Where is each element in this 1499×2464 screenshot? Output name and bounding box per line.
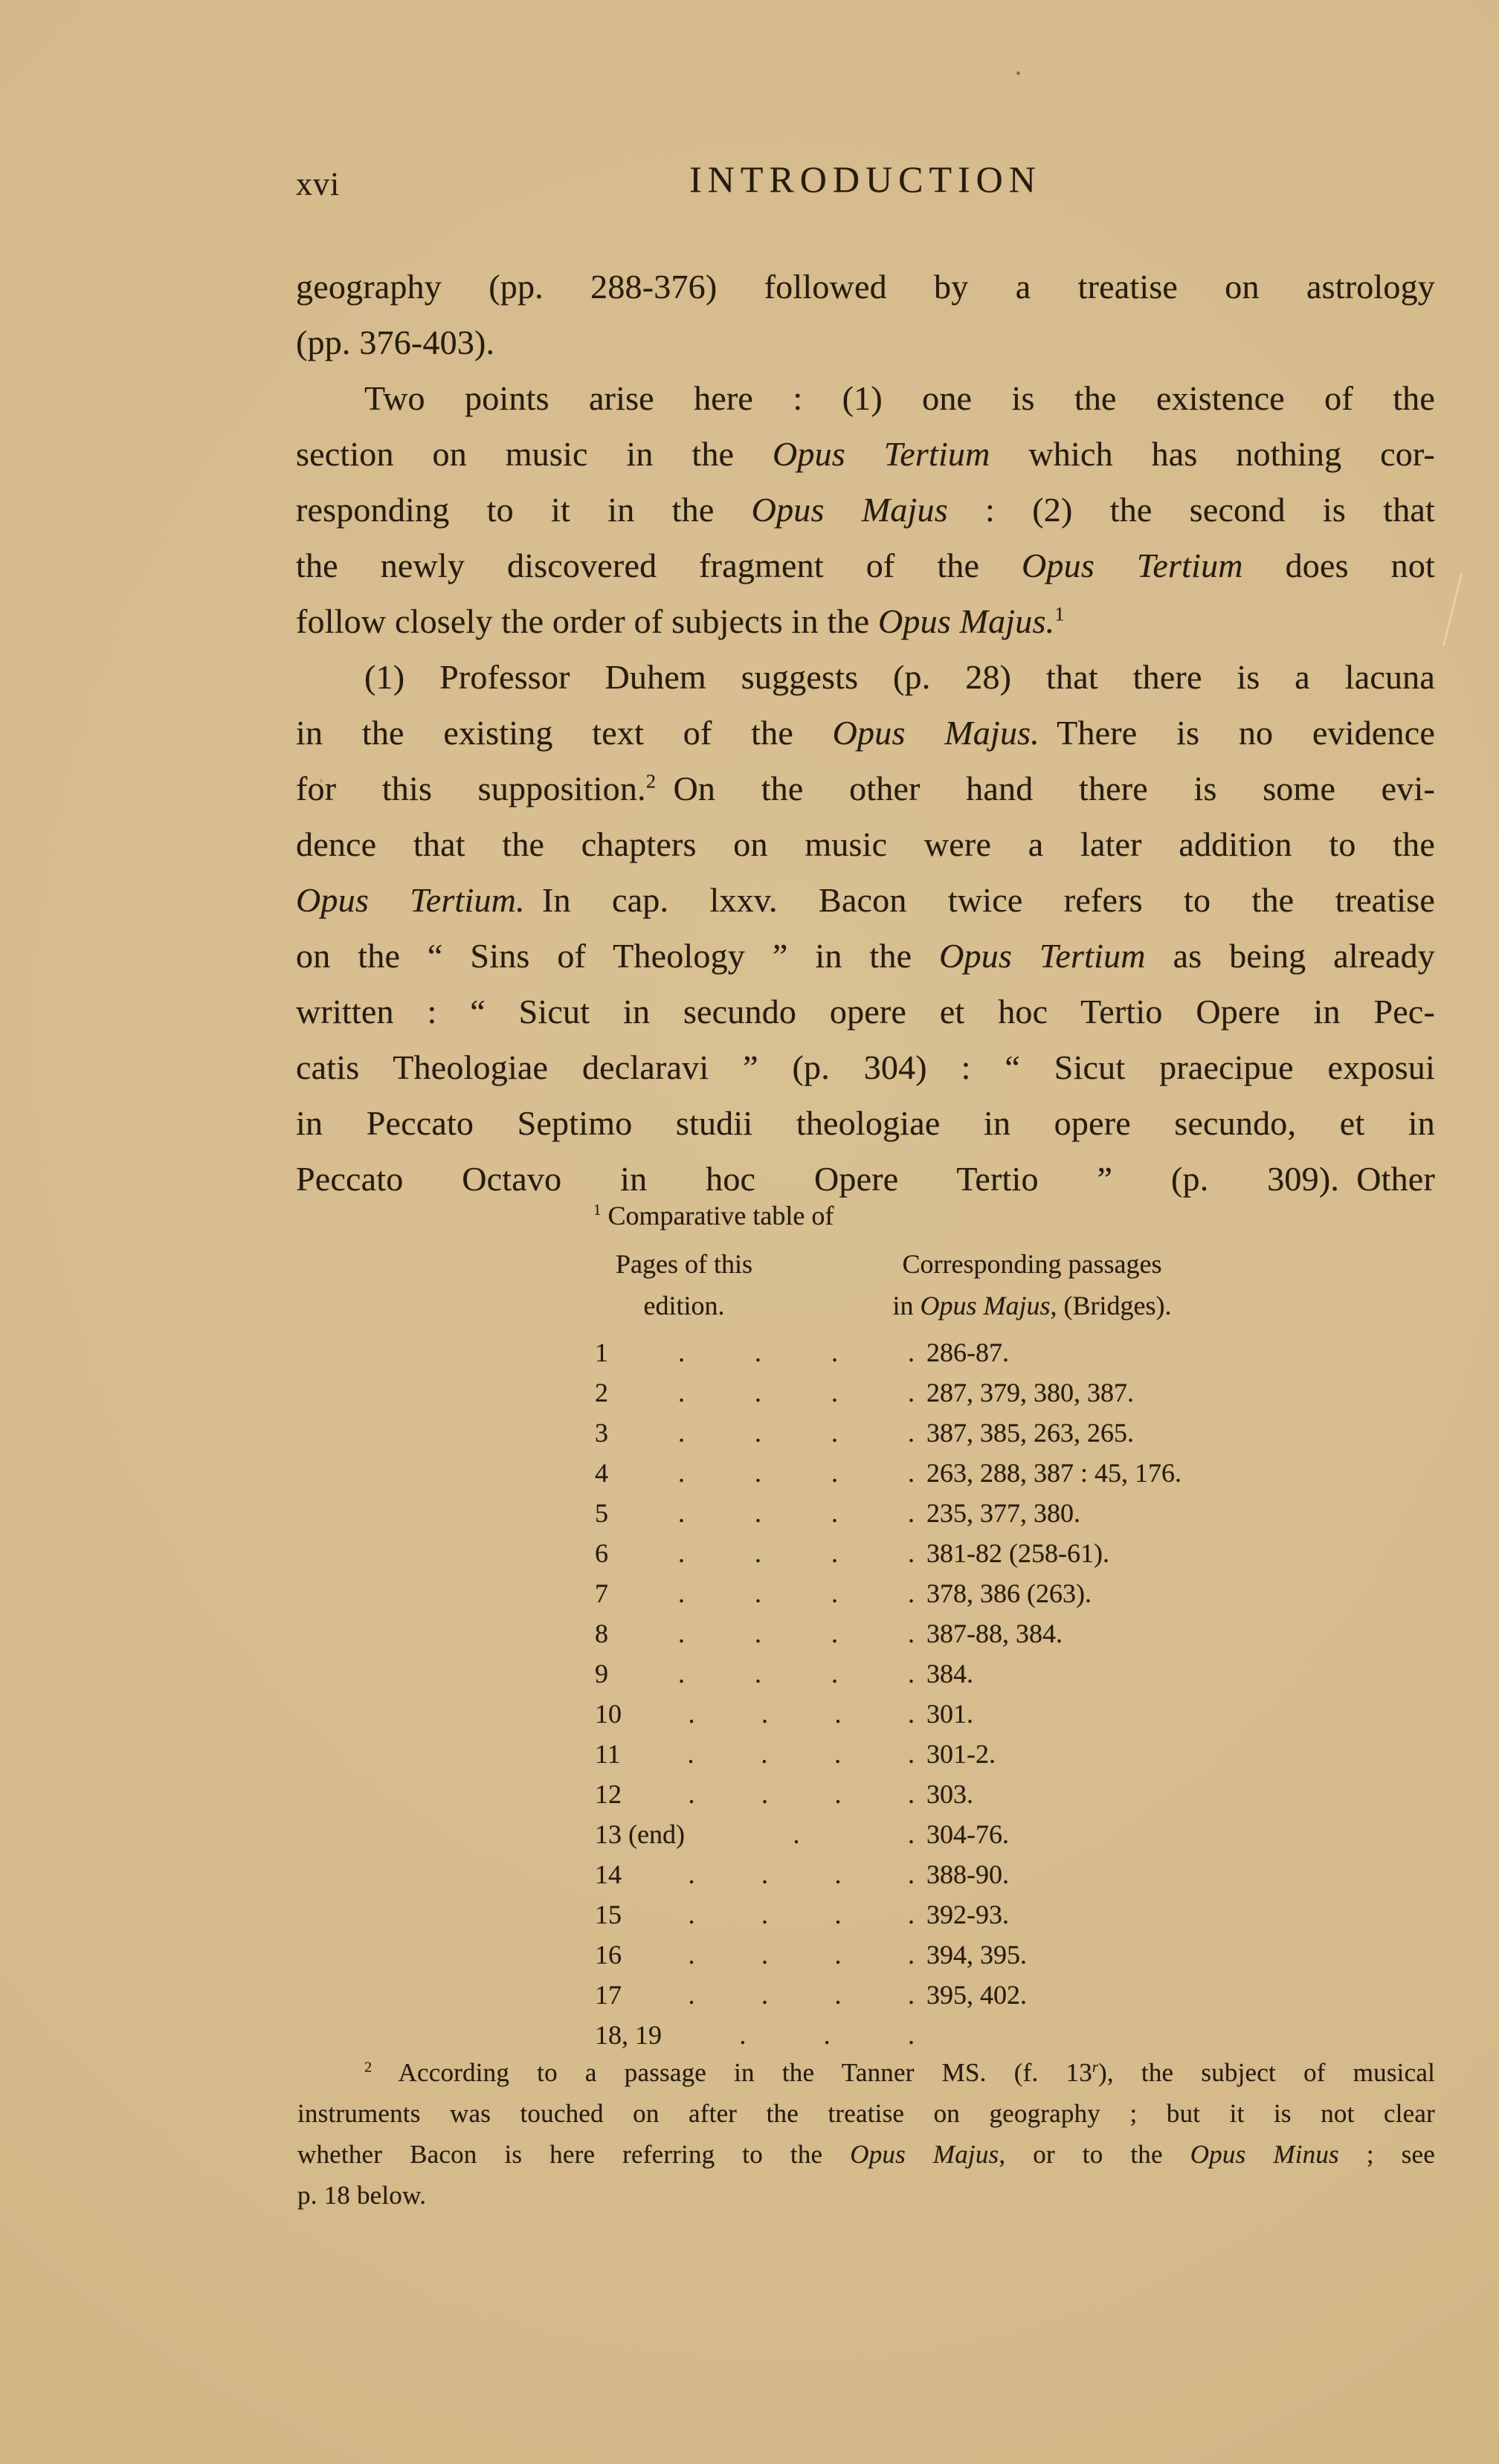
body-line (296, 1095, 1435, 1151)
leader-dot: . (688, 1860, 695, 1889)
leader-dot: . (834, 1860, 842, 1889)
footnote-table-col2-header (824, 1243, 1240, 1326)
body-text (296, 259, 1435, 1207)
row-leader (595, 1573, 926, 1613)
leader-dot: . (834, 1940, 842, 1970)
text-run: According to a passage in the Tanner MS. (f. 13 (372, 2058, 1092, 2087)
italic-text: Opus Tertium (1022, 546, 1243, 584)
leader-dot: . (908, 1659, 915, 1689)
page-header (296, 158, 1435, 210)
body-line (296, 816, 1435, 872)
row-passages: 395, 402. (926, 1980, 1027, 2010)
footnote-table-row (595, 1935, 1160, 1975)
leader-dot: . (907, 2020, 915, 2050)
row-leader (595, 1894, 926, 1935)
italic-text: Opus Minus (1190, 2140, 1339, 2169)
leader-dot: . (761, 1940, 768, 1970)
leader-dot: . (678, 1619, 685, 1648)
leader-dot: . (678, 1338, 685, 1367)
scan-scratch (1442, 573, 1463, 646)
leader-dot: . (755, 1458, 761, 1488)
row-passages: 381-82 (258-61). (926, 1538, 1109, 1568)
footnote-line (297, 2093, 1435, 2134)
body-line (296, 761, 1435, 816)
leader-dot: . (908, 1980, 915, 2010)
row-passages: 303. (926, 1779, 973, 1809)
row-page: 12 (595, 1779, 622, 1809)
footnote-line (297, 2134, 1435, 2175)
footnote-line (297, 2175, 1435, 2216)
leader-dot: . (908, 1378, 915, 1407)
leader-dot: . (908, 1619, 915, 1648)
leader-dot: . (831, 1458, 838, 1488)
leader-dot: . (678, 1458, 685, 1488)
footnote-table-rows (595, 1332, 1182, 2055)
leader-dot: . (834, 1699, 842, 1729)
leader-dot: . (755, 1619, 761, 1648)
footnote-table-row (595, 1894, 1160, 1935)
italic-text: Opus Tertium (939, 937, 1146, 975)
row-leader (595, 1533, 926, 1573)
body-line (296, 370, 1435, 426)
row-page: 15 (595, 1900, 622, 1929)
body-line (296, 872, 1435, 928)
leader-dot: . (831, 1619, 838, 1648)
footnote-table-row (595, 1774, 1160, 1814)
leader-dot: . (678, 1498, 685, 1528)
footnote-table-row (595, 1694, 1160, 1734)
leader-dot: . (831, 1659, 838, 1689)
text-run: Comparative table of (601, 1201, 834, 1231)
row-leader (595, 1453, 926, 1493)
row-page: 10 (595, 1699, 622, 1729)
text-run: follow closely the order of subjects in the (296, 602, 878, 640)
footnote-1-intro (593, 1201, 834, 1231)
body-line (296, 593, 1435, 649)
leader-dot: . (678, 1378, 685, 1407)
footnote-table-row (595, 1573, 1160, 1613)
leader-dot: . (908, 1418, 915, 1448)
scan-speck (320, 779, 323, 782)
row-passages: 392-93. (926, 1900, 1009, 1929)
footnote-2 (297, 2052, 1435, 2216)
row-passages: 384. (926, 1659, 973, 1689)
body-line (296, 649, 1435, 705)
row-passages: 304-76. (926, 1819, 1009, 1849)
text-run: ; see (1338, 2140, 1435, 2169)
footnote-table-row (595, 1413, 1160, 1453)
body-line (296, 928, 1435, 984)
leader-dot: . (755, 1659, 761, 1689)
leader-dot: . (908, 1538, 915, 1568)
leader-dot: . (678, 1418, 685, 1448)
col1-header-line1: Pages of this (616, 1249, 752, 1279)
text-run: , or to the (999, 2140, 1190, 2169)
leader-dot: . (908, 1338, 915, 1367)
col1-header-line2: edition. (643, 1291, 725, 1320)
leader-dot: . (831, 1378, 838, 1407)
text-run: : (2) the second is that (947, 491, 1435, 529)
italic-text: Opus Majus (751, 491, 948, 529)
text-run: Peccato Octavo in hoc Opere Tertio ” (p. 309). Other (296, 1160, 1435, 1198)
row-leader (595, 1413, 926, 1453)
row-passages: 394, 395. (926, 1940, 1027, 1970)
leader-dot: . (761, 1699, 768, 1729)
leader-dot: . (908, 1779, 915, 1809)
row-leader (595, 1493, 926, 1533)
leader-dot: . (908, 1458, 915, 1488)
text-run: written : “ Sicut in secundo opere et hoc Tertio Opere in Pec- (296, 993, 1435, 1031)
leader-dot: . (678, 1538, 685, 1568)
row-leader (595, 1332, 926, 1373)
row-leader (595, 1854, 926, 1894)
row-page: 2 (595, 1378, 608, 1407)
row-leader (595, 1613, 926, 1654)
text-run: in Peccato Septimo studii theologiae in opere secundo, et in (296, 1104, 1435, 1142)
body-line (296, 1039, 1435, 1095)
leader-dot: . (834, 1779, 842, 1809)
row-leader (595, 1774, 926, 1814)
italic-text: Opus Majus (850, 2140, 999, 2169)
text-run: instruments was touched on after the treatise on geography ; but it is not clear (297, 2099, 1435, 2128)
leader-dot: . (907, 1739, 915, 1769)
row-page: 16 (595, 1940, 622, 1970)
row-page: 18, 19 (595, 2020, 662, 2050)
leader-dot: . (831, 1338, 838, 1367)
superscript: 2 (645, 770, 657, 793)
leader-dot: . (755, 1578, 761, 1608)
row-page: 4 (595, 1458, 608, 1488)
col2-header-line1: Corresponding passages (902, 1249, 1162, 1279)
leader-dot: . (908, 1860, 915, 1889)
leader-dot: . (687, 1739, 694, 1769)
text-run: ), the subject of musical (1098, 2058, 1436, 2087)
col2-header-line2 (824, 1285, 1240, 1326)
superscript: 2 (364, 2059, 373, 2076)
row-leader (595, 1734, 926, 1774)
leader-dot: . (831, 1418, 838, 1448)
row-leader (595, 1935, 926, 1975)
text-run: as being already (1145, 937, 1436, 975)
leader-dot: . (688, 1779, 695, 1809)
body-line (296, 984, 1435, 1039)
row-passages: 301. (926, 1699, 973, 1729)
text-run: p. 18 below. (297, 2181, 427, 2210)
row-page: 11 (595, 1739, 621, 1769)
footnote-table-row (595, 1533, 1160, 1573)
footnote-table-row (595, 1613, 1160, 1654)
row-page: 13 (end) (595, 1819, 685, 1849)
leader-dot: . (761, 1739, 768, 1769)
row-passages: 286-87. (926, 1338, 1009, 1367)
leader-dot: . (688, 1900, 695, 1929)
leader-dot: . (761, 1779, 768, 1809)
leader-dot: . (688, 1699, 695, 1729)
text-run: There is no evidence (1039, 714, 1435, 752)
leader-dot: . (908, 1578, 915, 1608)
body-line (296, 315, 1435, 370)
leader-dot: . (834, 1900, 842, 1929)
footnote-table-row (595, 1975, 1160, 2015)
body-line (296, 1151, 1435, 1207)
row-page: 7 (595, 1578, 608, 1608)
row-page: 3 (595, 1418, 608, 1448)
row-passages: 388-90. (926, 1860, 1009, 1889)
row-page: 5 (595, 1498, 608, 1528)
row-passages: 387, 385, 263, 265. (926, 1418, 1134, 1448)
leader-dot: . (688, 1980, 695, 2010)
text-run: responding to it in the (296, 491, 752, 529)
footnote-line (297, 2052, 1435, 2093)
superscript: r (1092, 2059, 1099, 2076)
row-page: 6 (595, 1538, 608, 1568)
text-run: On the other hand there is some evi- (656, 770, 1435, 807)
row-passages (926, 2015, 1160, 2055)
row-passages: 378, 386 (263). (926, 1578, 1092, 1608)
row-passages: 387-88, 384. (926, 1619, 1063, 1648)
row-leader (595, 2015, 926, 2055)
footnote-table-col1-header (573, 1243, 796, 1326)
row-page: 8 (595, 1619, 608, 1648)
italic-text: Opus Tertium. (296, 881, 525, 919)
leader-dot: . (908, 1900, 915, 1929)
page-title: INTRODUCTION (689, 158, 1042, 200)
row-leader (595, 1814, 926, 1854)
footnote-table-row (595, 1814, 1160, 1854)
italic-text: Opus Tertium (772, 435, 990, 473)
text-run: for this supposition. (296, 770, 646, 807)
leader-dot: . (739, 2020, 747, 2050)
footnote-table-row (595, 1493, 1160, 1533)
leader-dot: . (755, 1338, 761, 1367)
row-page: 9 (595, 1659, 608, 1689)
leader-dot: . (755, 1498, 761, 1528)
leader-dot: . (908, 1699, 915, 1729)
text-run: geography (pp. 288-376) followed by a treatise on astrology (296, 268, 1435, 306)
superscript: 1 (1054, 602, 1065, 625)
leader-dot: . (908, 1940, 915, 1970)
row-passages: 263, 288, 387 : 45, 176. (926, 1458, 1182, 1488)
leader-dot: . (688, 1940, 695, 1970)
leader-dot: . (908, 1819, 915, 1849)
text-run: catis Theologiae declaravi ” (p. 304) : “ Sicut praecipue exposui (296, 1048, 1435, 1086)
leader-dot: . (755, 1378, 761, 1407)
row-leader (595, 1373, 926, 1413)
text-run: does not (1242, 546, 1436, 584)
superscript: 1 (593, 1201, 602, 1219)
text-run: the newly discovered fragment of the (296, 546, 1022, 584)
leader-dot: . (831, 1498, 838, 1528)
text-run: section on music in the (296, 435, 773, 473)
row-page: 17 (595, 1980, 622, 2010)
leader-dot: . (761, 1900, 768, 1929)
row-page: 14 (595, 1860, 622, 1889)
text-run: whether Bacon is here referring to the (297, 2140, 851, 2169)
leader-dot: . (761, 1980, 768, 2010)
leader-dot: . (755, 1418, 761, 1448)
leader-dot: . (755, 1538, 761, 1568)
body-line (296, 482, 1435, 538)
leader-dot: . (823, 2020, 831, 2050)
row-leader (595, 1654, 926, 1694)
text-run: (pp. 376-403). (296, 323, 495, 361)
leader-dot: . (761, 1860, 768, 1889)
leader-dot: . (831, 1578, 838, 1608)
text-run: in the existing text of the (296, 714, 833, 752)
footnote-table-row (595, 1373, 1160, 1413)
footnote-table-row (595, 1332, 1160, 1373)
scan-speck (1016, 71, 1020, 75)
italic-text: Opus Majus. (832, 714, 1039, 752)
leader-dot: . (834, 1980, 842, 2010)
leader-dot: . (793, 1819, 800, 1849)
body-line (296, 705, 1435, 761)
footnote-table-row (595, 1453, 1182, 1493)
page-number: xvi (296, 166, 341, 202)
body-line (296, 538, 1435, 593)
text-run: which has nothing cor- (990, 435, 1436, 473)
row-leader (595, 1694, 926, 1734)
footnote-table-row (595, 1734, 1160, 1774)
footnote-table-row (595, 1854, 1160, 1894)
footnote-table-row (595, 2015, 1160, 2055)
row-passages: 287, 379, 380, 387. (926, 1378, 1134, 1407)
row-passages: 301-2. (926, 1739, 996, 1769)
leader-dot: . (834, 1739, 842, 1769)
row-page: 1 (595, 1338, 608, 1367)
row-leader (595, 1975, 926, 2015)
footnote-table-row (595, 1654, 1160, 1694)
text-run: dence that the chapters on music were a later addition to the (296, 825, 1435, 863)
italic-text: Opus Majus. (877, 602, 1055, 640)
leader-dot: . (831, 1538, 838, 1568)
text-run: , (Bridges). (1050, 1291, 1172, 1320)
text-run: (1) Professor Duhem suggests (p. 28) that there is a lacuna (364, 658, 1435, 696)
leader-dot: . (908, 1498, 915, 1528)
text-run: Two points arise here : (1) one is the existence of the (364, 379, 1435, 417)
row-passages: 235, 377, 380. (926, 1498, 1080, 1528)
text-run: in (892, 1291, 921, 1320)
body-line (296, 259, 1435, 315)
body-line (296, 426, 1435, 482)
leader-dot: . (678, 1659, 685, 1689)
text-run: on the “ Sins of Theology ” in the (296, 937, 940, 975)
italic-text: Opus Majus (920, 1291, 1051, 1320)
text-run: In cap. lxxv. Bacon twice refers to the treatise (524, 881, 1435, 919)
leader-dot: . (678, 1578, 685, 1608)
